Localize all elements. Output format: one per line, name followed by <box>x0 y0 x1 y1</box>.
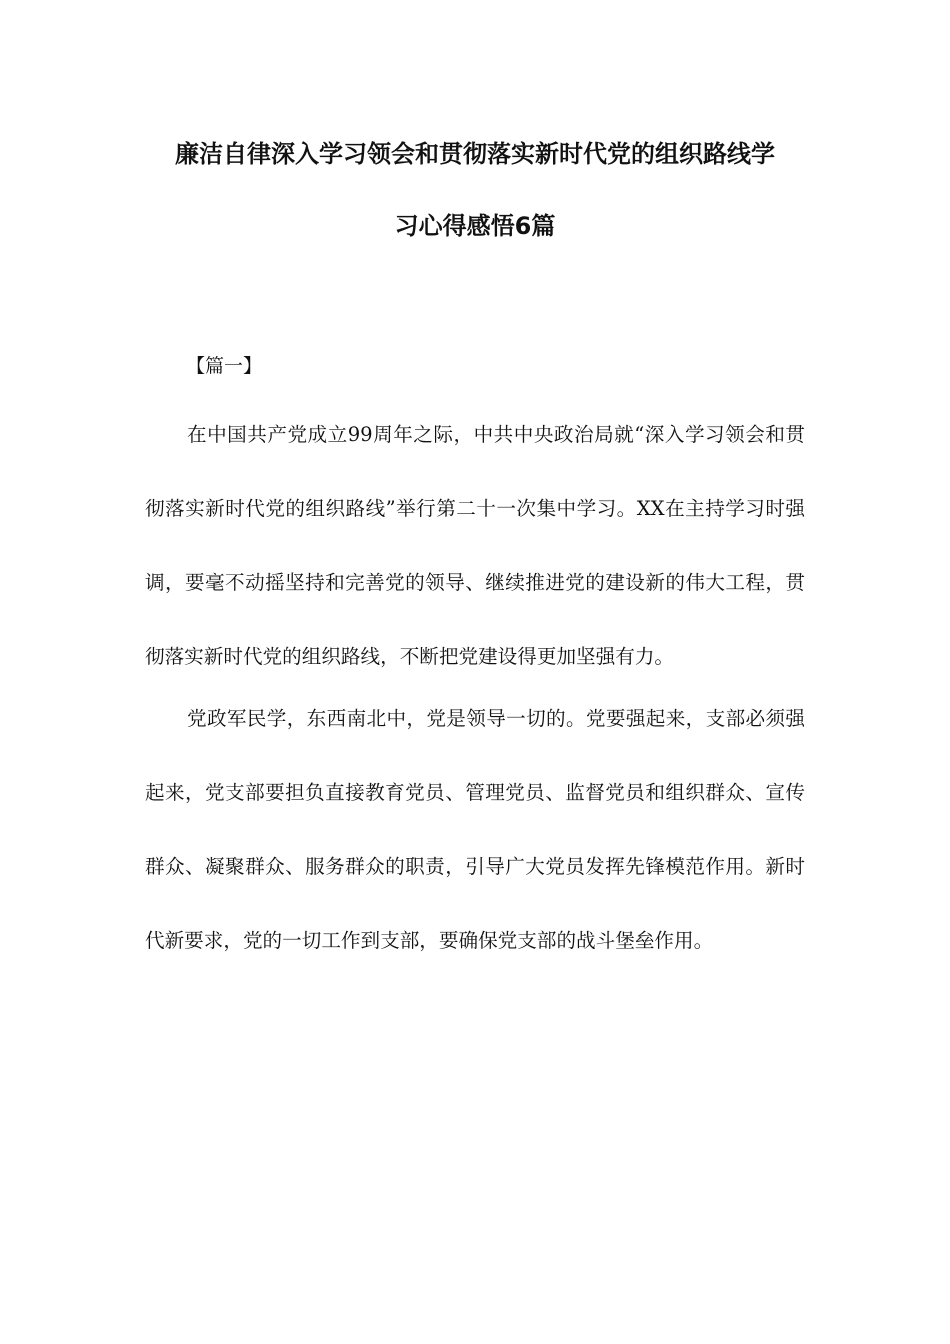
paragraph-1: 在中国共产党成立99周年之际，中共中央政治局就“深入学习领会和贯彻落实新时代党的组织路线”举行第二十一次集中学习。XX在主持学习时强调，要毫不动摇坚持和完善党的领导、继续推进党的建设新的伟大工程，贯彻落实新时代党的组织路线，不断把党建设得更加坚强有力。 <box>145 423 805 668</box>
document-title-line-1: 廉洁自律深入学习领会和贯彻落实新时代党的组织路线学 <box>175 140 775 168</box>
section-label: 【篇一】 <box>186 355 263 377</box>
document-body <box>145 398 805 978</box>
paragraph-2: 党政军民学，东西南北中，党是领导一切的。党要强起来，支部必须强起来，党支部要担负直接教育党员、管理党员、监督党员和组织群众、宣传群众、凝聚群众、服务群众的职责，引导广大党员发挥先锋模范作用。新时代新要求，党的一切工作到支部，要确保党支部的战斗堡垒作用。 <box>145 707 805 952</box>
document-title-line-2: 习心得感悟6篇 <box>394 212 556 240</box>
